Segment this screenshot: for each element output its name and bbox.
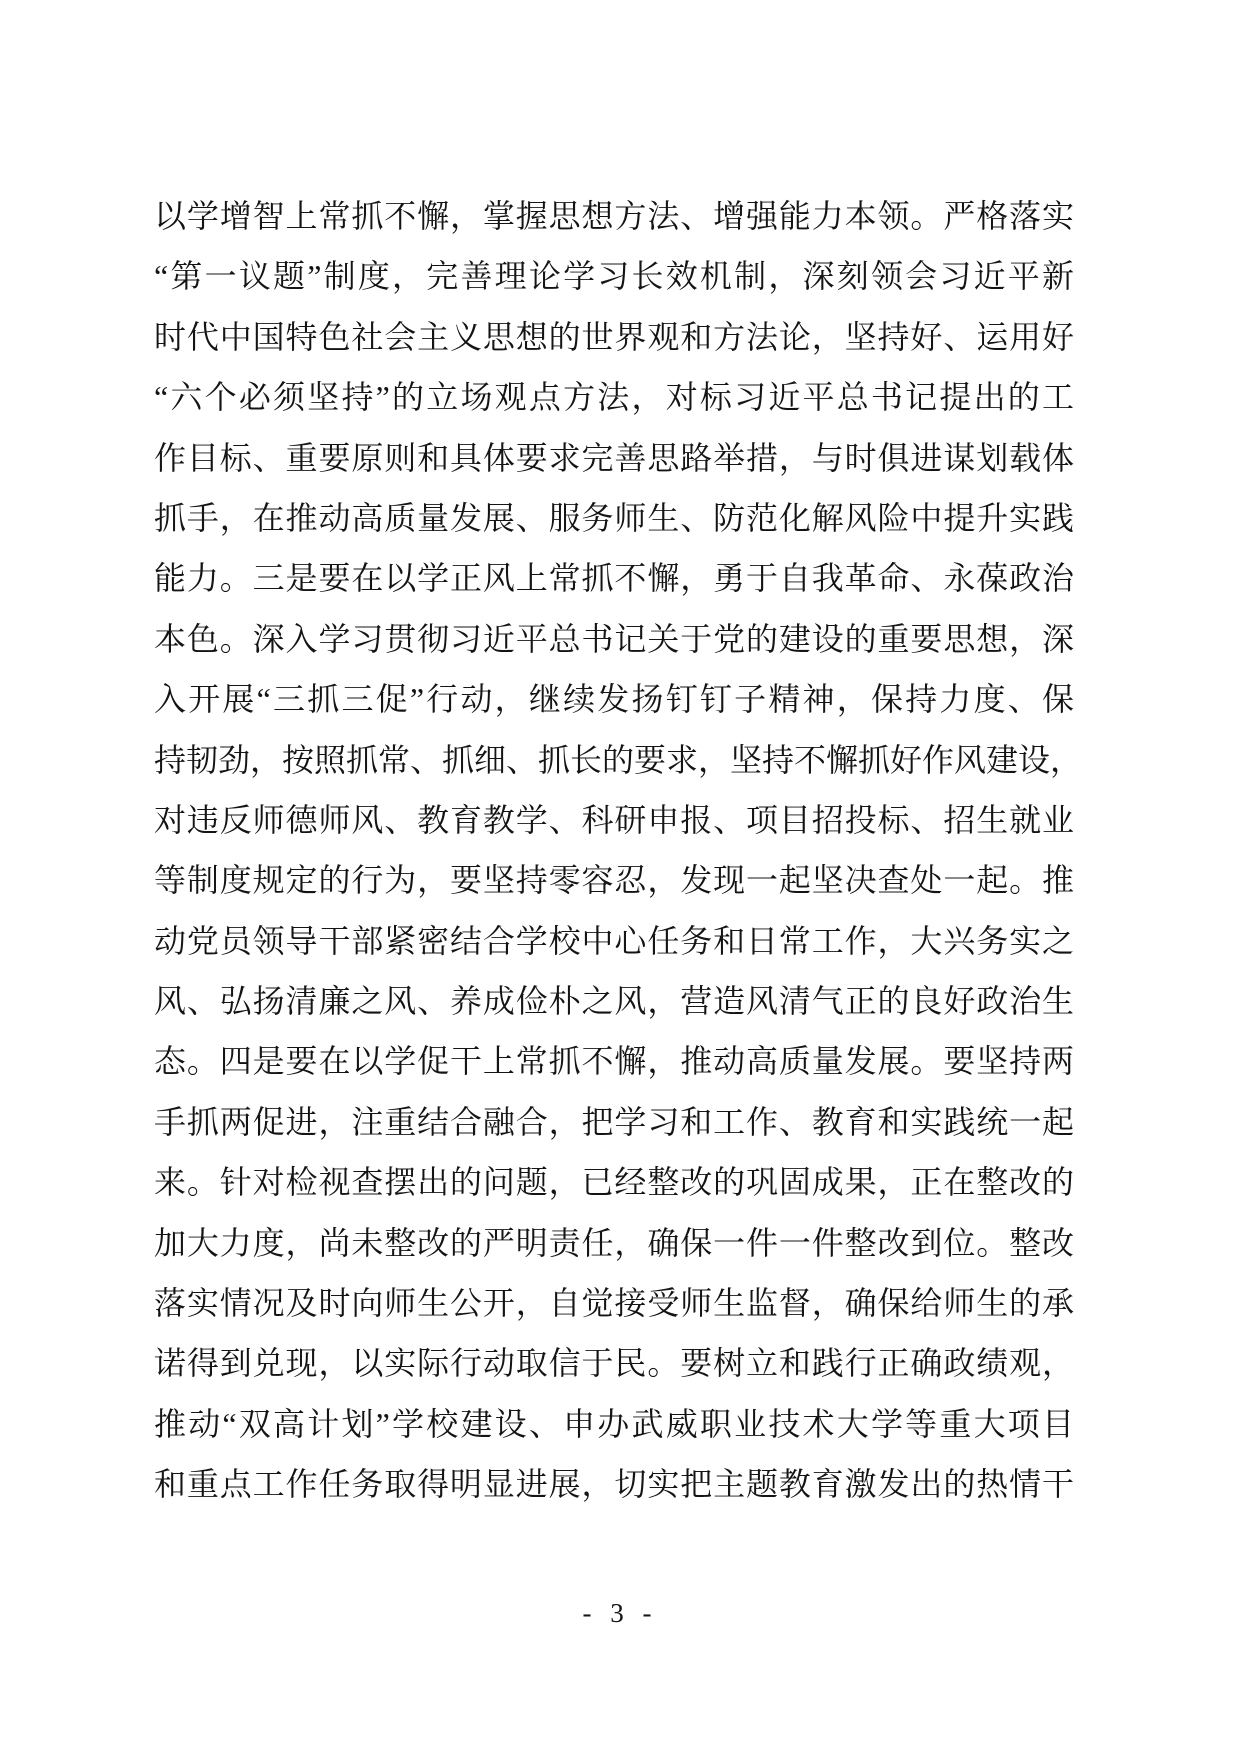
text-line: 和重点工作任务取得明显进展，切实把主题教育激发出的热情干 [154,1466,1074,1503]
text-line: 以学增智上常抓不懈，掌握思想方法、增强能力本领。严格落实 [154,198,1074,234]
text-line: 作目标、重要原则和具体要求完善思路举措，与时俱进谋划载体 [154,439,1074,476]
text-line: 本色。深入学习贯彻习近平总书记关于党的建设的重要思想，深 [154,620,1074,657]
text-line: “六个必须坚持”的立场观点方法，对标习近平总书记提出的工 [154,379,1074,416]
text-line: 抓手，在推动高质量发展、服务师生、防范化解风险中提升实践 [154,499,1074,536]
text-line: 动党员领导干部紧密结合学校中心任务和日常工作，大兴务实之 [154,922,1074,959]
text-line: 风、弘扬清廉之风、养成俭朴之风，营造风清气正的良好政治生 [154,983,1074,1020]
text-line: 持韧劲，按照抓常、抓细、抓长的要求，坚持不懈抓好作风建设， [154,741,1083,778]
text-line: 等制度规定的行为，要坚持零容忍，发现一起坚决查处一起。推 [154,862,1074,899]
text-line: 能力。三是要在以学正风上常抓不懈，勇于自我革命、永葆政治 [154,560,1074,597]
text-line: 诺得到兑现，以实际行动取信于民。要树立和践行正确政绩观， [154,1345,1074,1382]
text-line: 入开展“三抓三促”行动，继续发扬钉钉子精神，保持力度、保 [154,681,1074,718]
text-line: 来。针对检视查摆出的问题，已经整改的巩固成果，正在整改的 [154,1164,1074,1201]
text-line: 对违反师德师风、教育教学、科研申报、项目招投标、招生就业 [154,801,1074,838]
text-line: 落实情况及时向师生公开，自觉接受师生监督，确保给师生的承 [154,1285,1074,1322]
text-line: 时代中国特色社会主义思想的世界观和方法论，坚持好、运用好 [154,318,1074,355]
text-line: “第一议题”制度，完善理论学习长效机制，深刻领会习近平新 [154,258,1074,295]
body-text [154,186,1083,1515]
text-line: 态。四是要在以学促干上常抓不懈，推动高质量发展。要坚持两 [154,1043,1074,1080]
page-number: - 3 - [582,1598,658,1628]
text-line: 手抓两促进，注重结合融合，把学习和工作、教育和实践统一起 [154,1103,1074,1140]
text-line: 加大力度，尚未整改的严明责任，确保一件一件整改到位。整改 [154,1224,1074,1261]
text-line: 推动“双高计划”学校建设、申办武威职业技术大学等重大项目 [154,1405,1074,1442]
